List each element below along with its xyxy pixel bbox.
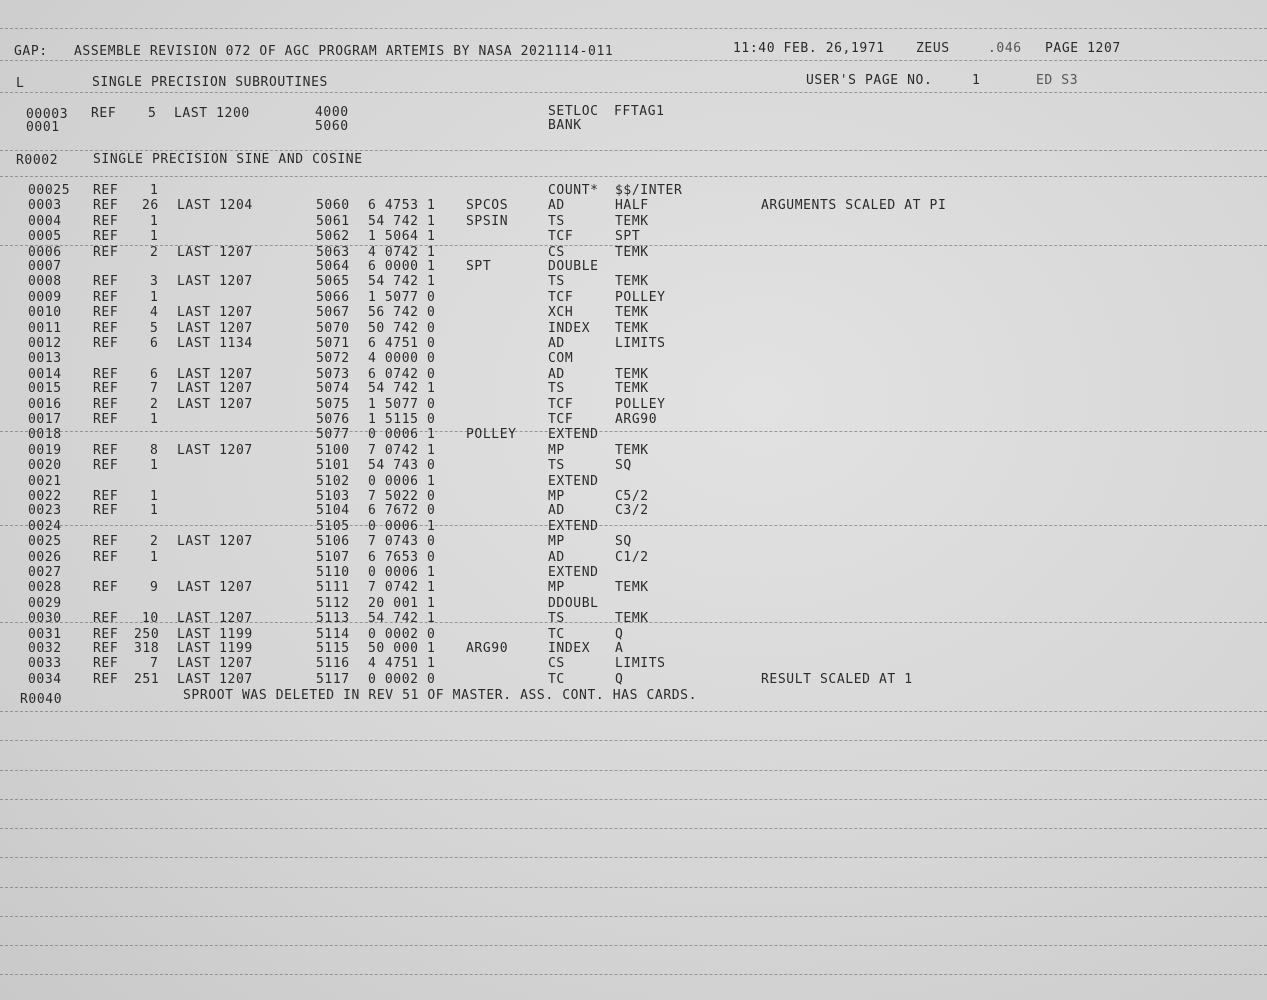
opcode: COM [548, 351, 574, 366]
ref-count: 5 [148, 106, 157, 121]
form-rule-line [0, 974, 1267, 975]
opcode: MP [548, 534, 565, 549]
octal-word: 6 7672 0 [368, 503, 436, 518]
line-number: 0019 [28, 443, 62, 458]
address: 5101 [316, 458, 350, 473]
ref-keyword: REF [93, 412, 119, 427]
form-rule-line [0, 150, 1267, 151]
last-ref: LAST 1207 [177, 274, 253, 289]
opcode: INDEX [548, 321, 591, 336]
octal-word: 6 4753 1 [368, 198, 436, 213]
line-number: 0011 [28, 321, 62, 336]
line-number: 0028 [28, 580, 62, 595]
line-number: 0016 [28, 397, 62, 412]
operand: LIMITS [615, 656, 666, 671]
operand: TEMK [615, 321, 649, 336]
opcode: AD [548, 550, 565, 565]
opcode: AD [548, 198, 565, 213]
form-rule-line [0, 857, 1267, 858]
address: 5112 [316, 596, 350, 611]
subsection-line-number: R0002 [16, 153, 59, 168]
address: 5074 [316, 381, 350, 396]
ref-count: 1 [150, 458, 159, 473]
opcode: BANK [548, 118, 582, 133]
ref-count: 1 [150, 229, 159, 244]
line-number: 0004 [28, 214, 62, 229]
line-number: 0034 [28, 672, 62, 687]
form-rule-line [0, 28, 1267, 29]
opcode: TCF [548, 229, 574, 244]
operand: A [615, 641, 624, 656]
users-page-label: USER'S PAGE NO. [806, 73, 933, 88]
ref-keyword: REF [93, 214, 119, 229]
line-number: 0010 [28, 305, 62, 320]
operand: TEMK [615, 214, 649, 229]
address: 5111 [316, 580, 350, 595]
ref-keyword: REF [93, 367, 119, 382]
ref-keyword: REF [93, 397, 119, 412]
ref-count: 6 [150, 367, 159, 382]
opcode: EXTEND [548, 519, 599, 534]
opcode: TS [548, 274, 565, 289]
octal-word: 0 0006 1 [368, 427, 436, 442]
octal-word: 54 743 0 [368, 458, 436, 473]
line-number: 0006 [28, 245, 62, 260]
octal-word: 54 742 1 [368, 214, 436, 229]
octal-word: 1 5115 0 [368, 412, 436, 427]
operand: POLLEY [615, 290, 666, 305]
address: 5065 [316, 274, 350, 289]
line-number: 0013 [28, 351, 62, 366]
operand: Q [615, 627, 624, 642]
line-number: 0007 [28, 259, 62, 274]
form-rule-line [0, 799, 1267, 800]
octal-word: 6 4751 0 [368, 336, 436, 351]
line-number: 0021 [28, 474, 62, 489]
ref-keyword: REF [93, 321, 119, 336]
ref-count: 2 [150, 534, 159, 549]
ref-count: 6 [150, 336, 159, 351]
operand: TEMK [615, 367, 649, 382]
address: 5117 [316, 672, 350, 687]
line-number: 00003 [26, 107, 69, 122]
opcode: TS [548, 214, 565, 229]
ref-keyword: REF [93, 229, 119, 244]
ref-keyword: REF [93, 336, 119, 351]
line-number: 0029 [28, 596, 62, 611]
opcode: TC [548, 672, 565, 687]
address: 5110 [316, 565, 350, 580]
edition-mark: ED S3 [1036, 73, 1079, 88]
last-ref: LAST 1199 [177, 627, 253, 642]
address: 5103 [316, 489, 350, 504]
last-ref: LAST 1207 [177, 305, 253, 320]
ref-keyword: REF [93, 443, 119, 458]
operand: SQ [615, 534, 632, 549]
operand: LIMITS [615, 336, 666, 351]
form-rule-line [0, 92, 1267, 93]
address: 5067 [316, 305, 350, 320]
line-number: 0015 [28, 381, 62, 396]
address: 5072 [316, 351, 350, 366]
address: 5060 [315, 119, 349, 134]
ref-keyword: REF [93, 641, 119, 656]
form-rule-line [0, 887, 1267, 888]
opcode: DDOUBL [548, 596, 599, 611]
opcode: TS [548, 611, 565, 626]
last-ref: LAST 1207 [177, 580, 253, 595]
octal-word: 20 001 1 [368, 596, 436, 611]
line-number: 0001 [26, 120, 60, 135]
ref-keyword: REF [93, 672, 119, 687]
remark-line-number: R0040 [20, 692, 63, 707]
form-rule-line [0, 740, 1267, 741]
comment: ARGUMENTS SCALED AT PI [761, 198, 947, 213]
address: 4000 [315, 105, 349, 120]
ref-count: 1 [150, 489, 159, 504]
symbol-label: POLLEY [466, 427, 517, 442]
opcode: TS [548, 381, 565, 396]
line-number: 0026 [28, 550, 62, 565]
last-ref: LAST 1200 [174, 106, 250, 121]
line-number: 0030 [28, 611, 62, 626]
operand: Q [615, 672, 624, 687]
form-rule-line [0, 916, 1267, 917]
symbol-label: SPSIN [466, 214, 509, 229]
operand: ARG90 [615, 412, 658, 427]
ref-count: 1 [150, 183, 159, 198]
subsection-title: SINGLE PRECISION SINE AND COSINE [93, 152, 363, 167]
octal-word: 1 5077 0 [368, 290, 436, 305]
opcode: TS [548, 458, 565, 473]
last-ref: LAST 1207 [177, 381, 253, 396]
octal-word: 0 0002 0 [368, 627, 436, 642]
section-title: SINGLE PRECISION SUBROUTINES [92, 75, 328, 90]
ref-count: 3 [150, 274, 159, 289]
opcode: CS [548, 656, 565, 671]
line-number: 0003 [28, 198, 62, 213]
octal-word: 4 0000 0 [368, 351, 436, 366]
ref-count: 10 [142, 611, 159, 626]
octal-word: 56 742 0 [368, 305, 436, 320]
operand: TEMK [615, 274, 649, 289]
last-ref: LAST 1207 [177, 245, 253, 260]
octal-word: 1 5064 1 [368, 229, 436, 244]
section-mark: L [16, 76, 25, 91]
operand: C3/2 [615, 503, 649, 518]
opcode: MP [548, 489, 565, 504]
symbol-label: SPCOS [466, 198, 509, 213]
line-number: 0031 [28, 627, 62, 642]
ref-keyword: REF [91, 106, 117, 121]
assembly-title: ASSEMBLE REVISION 072 OF AGC PROGRAM ARTEMIS BY NASA 2021114-011 [74, 44, 614, 59]
form-rule-line [0, 828, 1267, 829]
form-rule-line [0, 60, 1267, 61]
operand: SQ [615, 458, 632, 473]
ref-count: 1 [150, 503, 159, 518]
line-number: 0032 [28, 641, 62, 656]
octal-word: 54 742 1 [368, 381, 436, 396]
line-number: 0027 [28, 565, 62, 580]
last-ref: LAST 1207 [177, 611, 253, 626]
octal-word: 54 742 1 [368, 274, 436, 289]
last-ref: LAST 1207 [177, 443, 253, 458]
ref-keyword: REF [93, 183, 119, 198]
line-number: 0020 [28, 458, 62, 473]
opcode: AD [548, 367, 565, 382]
operand: FFTAG1 [614, 104, 665, 119]
address: 5070 [316, 321, 350, 336]
ref-count: 5 [150, 321, 159, 336]
line-number: 0025 [28, 534, 62, 549]
symbol-label: SPT [466, 259, 492, 274]
form-rule-line [0, 711, 1267, 712]
octal-word: 50 000 1 [368, 641, 436, 656]
operand: C5/2 [615, 489, 649, 504]
ref-keyword: REF [93, 534, 119, 549]
octal-word: 6 0000 1 [368, 259, 436, 274]
octal-word: 0 0006 1 [368, 474, 436, 489]
octal-word: 1 5077 0 [368, 397, 436, 412]
operand: C1/2 [615, 550, 649, 565]
operand: HALF [615, 198, 649, 213]
run-code: .046 [988, 41, 1022, 56]
line-number: 0012 [28, 336, 62, 351]
octal-word: 7 0742 1 [368, 580, 436, 595]
opcode: AD [548, 336, 565, 351]
ref-count: 1 [150, 214, 159, 229]
opcode: DOUBLE [548, 259, 599, 274]
ref-keyword: REF [93, 489, 119, 504]
address: 5076 [316, 412, 350, 427]
remark-text: SPROOT WAS DELETED IN REV 51 OF MASTER. ASS. CONT. HAS CARDS. [183, 688, 698, 703]
octal-word: 0 0006 1 [368, 519, 436, 534]
last-ref: LAST 1207 [177, 321, 253, 336]
assembly-datetime: 11:40 FEB. 26,1971 [733, 41, 885, 56]
ref-count: 7 [150, 381, 159, 396]
ref-count: 250 [134, 627, 160, 642]
ref-count: 2 [150, 245, 159, 260]
ref-count: 9 [150, 580, 159, 595]
octal-word: 0 0002 0 [368, 672, 436, 687]
ref-keyword: REF [93, 580, 119, 595]
octal-word: 7 0742 1 [368, 443, 436, 458]
ref-keyword: REF [93, 245, 119, 260]
address: 5062 [316, 229, 350, 244]
ref-count: 26 [142, 198, 159, 213]
system-name: ZEUS [916, 41, 950, 56]
opcode: TCF [548, 290, 574, 305]
page-number: PAGE 1207 [1045, 41, 1121, 56]
opcode: INDEX [548, 641, 591, 656]
operand: TEMK [615, 580, 649, 595]
operand: SPT [615, 229, 641, 244]
ref-count: 1 [150, 290, 159, 305]
gap-label: GAP: [14, 44, 48, 59]
line-number: 00025 [28, 183, 71, 198]
line-number: 0023 [28, 503, 62, 518]
form-rule-line [0, 945, 1267, 946]
form-rule-line [0, 431, 1267, 432]
address: 5060 [316, 198, 350, 213]
opcode: MP [548, 580, 565, 595]
ref-count: 1 [150, 550, 159, 565]
ref-count: 251 [134, 672, 160, 687]
ref-count: 318 [134, 641, 160, 656]
address: 5071 [316, 336, 350, 351]
line-number: 0008 [28, 274, 62, 289]
last-ref: LAST 1207 [177, 367, 253, 382]
address: 5063 [316, 245, 350, 260]
opcode: TCF [548, 397, 574, 412]
line-number: 0033 [28, 656, 62, 671]
ref-count: 4 [150, 305, 159, 320]
address: 5100 [316, 443, 350, 458]
address: 5104 [316, 503, 350, 518]
octal-word: 6 0742 0 [368, 367, 436, 382]
address: 5061 [316, 214, 350, 229]
line-number: 0009 [28, 290, 62, 305]
opcode: AD [548, 503, 565, 518]
opcode: SETLOC [548, 104, 599, 119]
address: 5102 [316, 474, 350, 489]
users-page-number: 1 [972, 73, 981, 88]
opcode: EXTEND [548, 474, 599, 489]
line-number: 0014 [28, 367, 62, 382]
ref-keyword: REF [93, 503, 119, 518]
address: 5077 [316, 427, 350, 442]
opcode: EXTEND [548, 427, 599, 442]
operand: TEMK [615, 443, 649, 458]
form-rule-line [0, 176, 1267, 177]
address: 5107 [316, 550, 350, 565]
ref-count: 7 [150, 656, 159, 671]
ref-keyword: REF [93, 656, 119, 671]
octal-word: 7 0743 0 [368, 534, 436, 549]
operand: POLLEY [615, 397, 666, 412]
operand: TEMK [615, 305, 649, 320]
last-ref: LAST 1207 [177, 397, 253, 412]
octal-word: 4 4751 1 [368, 656, 436, 671]
octal-word: 4 0742 1 [368, 245, 436, 260]
octal-word: 54 742 1 [368, 611, 436, 626]
operand: $$/INTER [615, 183, 683, 198]
address: 5116 [316, 656, 350, 671]
symbol-label: ARG90 [466, 641, 509, 656]
address: 5106 [316, 534, 350, 549]
opcode: XCH [548, 305, 574, 320]
ref-keyword: REF [93, 550, 119, 565]
last-ref: LAST 1207 [177, 656, 253, 671]
address: 5075 [316, 397, 350, 412]
operand: TEMK [615, 381, 649, 396]
last-ref: LAST 1207 [177, 534, 253, 549]
address: 5113 [316, 611, 350, 626]
ref-keyword: REF [93, 198, 119, 213]
ref-keyword: REF [93, 458, 119, 473]
opcode: EXTEND [548, 565, 599, 580]
address: 5114 [316, 627, 350, 642]
opcode: TC [548, 627, 565, 642]
ref-keyword: REF [93, 305, 119, 320]
opcode: COUNT* [548, 183, 599, 198]
operand: TEMK [615, 611, 649, 626]
address: 5105 [316, 519, 350, 534]
octal-word: 7 5022 0 [368, 489, 436, 504]
ref-count: 1 [150, 412, 159, 427]
ref-keyword: REF [93, 611, 119, 626]
ref-keyword: REF [93, 274, 119, 289]
line-number: 0005 [28, 229, 62, 244]
form-rule-line [0, 525, 1267, 526]
opcode: CS [548, 245, 565, 260]
octal-word: 0 0006 1 [368, 565, 436, 580]
address: 5066 [316, 290, 350, 305]
last-ref: LAST 1199 [177, 641, 253, 656]
operand: TEMK [615, 245, 649, 260]
ref-keyword: REF [93, 290, 119, 305]
line-number: 0024 [28, 519, 62, 534]
opcode: TCF [548, 412, 574, 427]
ref-keyword: REF [93, 627, 119, 642]
line-number: 0018 [28, 427, 62, 442]
address: 5073 [316, 367, 350, 382]
last-ref: LAST 1204 [177, 198, 253, 213]
ref-count: 8 [150, 443, 159, 458]
line-number: 0017 [28, 412, 62, 427]
ref-keyword: REF [93, 381, 119, 396]
address: 5064 [316, 259, 350, 274]
last-ref: LAST 1207 [177, 672, 253, 687]
last-ref: LAST 1134 [177, 336, 253, 351]
comment: RESULT SCALED AT 1 [761, 672, 913, 687]
form-rule-line [0, 770, 1267, 771]
octal-word: 6 7653 0 [368, 550, 436, 565]
line-number: 0022 [28, 489, 62, 504]
ref-count: 2 [150, 397, 159, 412]
address: 5115 [316, 641, 350, 656]
opcode: MP [548, 443, 565, 458]
octal-word: 50 742 0 [368, 321, 436, 336]
